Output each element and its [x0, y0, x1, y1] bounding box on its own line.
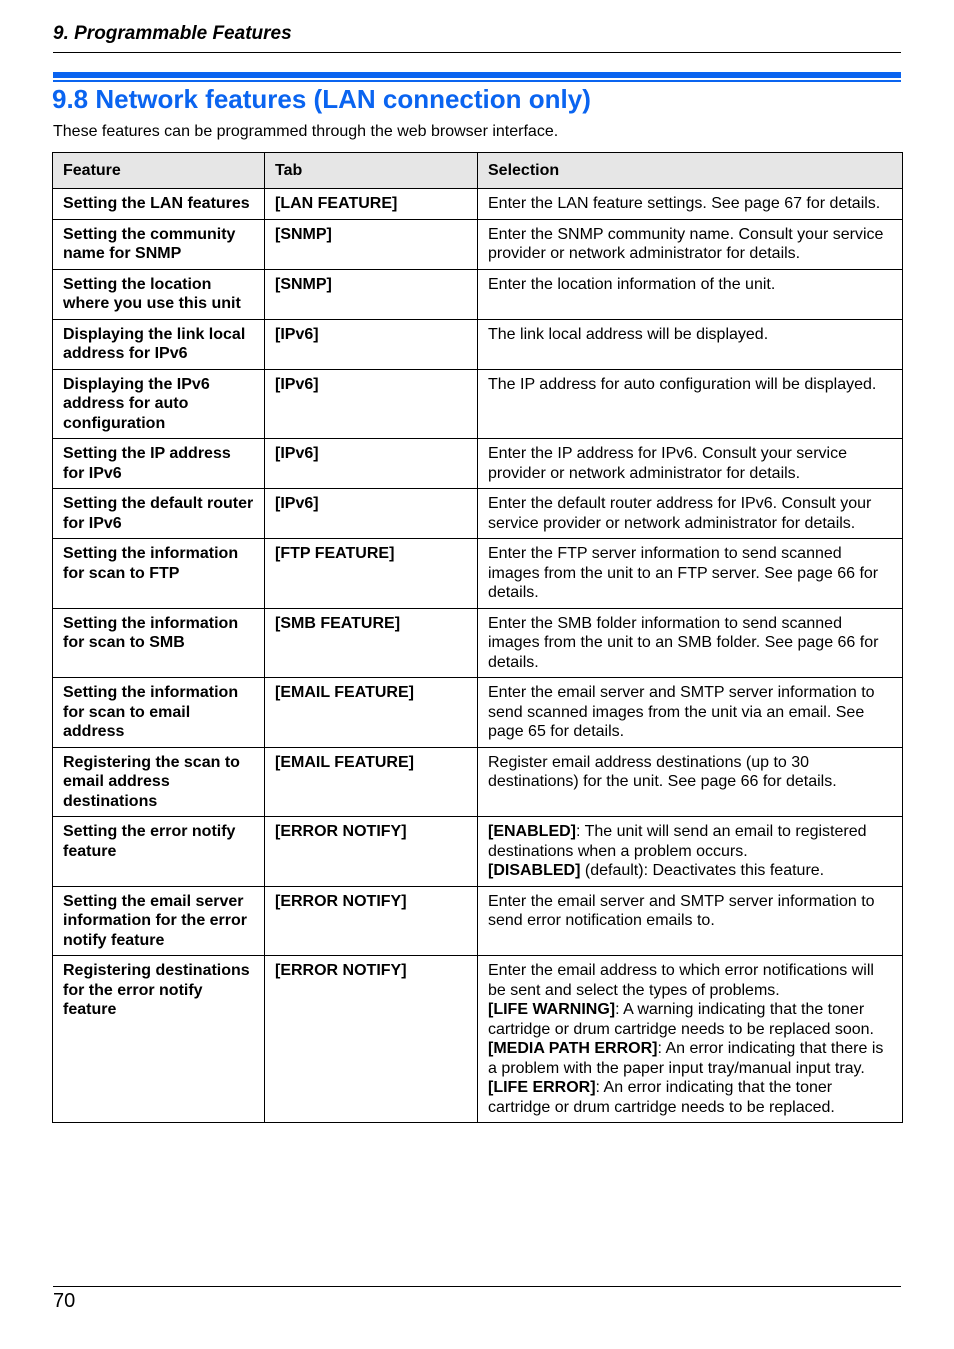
selection-cell — [478, 189, 903, 220]
feature-cell: Registering the scan to email address destinations — [53, 747, 265, 817]
selection-paragraph — [488, 1078, 893, 1117]
selection-text: Enter the email address to which error notifications will be sent and select the types of problems. — [488, 962, 874, 999]
selection-cell — [478, 269, 903, 319]
option-name: [ENABLED] — [488, 823, 576, 840]
selection-cell — [478, 219, 903, 269]
feature-cell: Setting the location where you use this unit — [53, 269, 265, 319]
tab-cell: [SMB FEATURE] — [265, 608, 478, 678]
selection-text: (default): Deactivates this feature. — [580, 862, 825, 879]
selection-paragraph — [488, 325, 893, 345]
feature-cell: Setting the LAN features — [53, 189, 265, 220]
column-header-feature: Feature — [53, 153, 265, 189]
selection-text: The link local address will be displayed. — [488, 325, 769, 343]
selection-text: Enter the location information of the unit. — [488, 275, 776, 293]
tab-cell: [ERROR NOTIFY] — [265, 956, 478, 1123]
column-header-selection: Selection — [478, 153, 903, 189]
selection-paragraph — [488, 753, 893, 792]
tab-cell: [EMAIL FEATURE] — [265, 747, 478, 817]
selection-text: Enter the SNMP community name. Consult your service provider or network administrator for details. — [488, 225, 884, 262]
table-row — [53, 269, 903, 319]
table-row — [53, 956, 903, 1123]
tab-cell: [SNMP] — [265, 219, 478, 269]
feature-cell: Setting the information for scan to email address — [53, 678, 265, 748]
table-row — [53, 319, 903, 369]
selection-paragraph — [488, 1000, 893, 1039]
intro-text: These features can be programmed through the web browser interface. — [53, 123, 559, 140]
selection-cell — [478, 747, 903, 817]
tab-cell: [FTP FEATURE] — [265, 539, 478, 609]
selection-cell — [478, 369, 903, 439]
selection-paragraph — [488, 861, 893, 881]
section-rule-thick — [53, 72, 901, 78]
table-body — [53, 189, 903, 1123]
selection-cell — [478, 439, 903, 489]
selection-cell — [478, 678, 903, 748]
selection-text: Enter the default router address for IPv6. Consult your service provider or network administrator for details. — [488, 495, 872, 532]
feature-cell: Displaying the IPv6 address for auto configuration — [53, 369, 265, 439]
selection-text: Enter the IP address for IPv6. Consult your service provider or network administrator for details. — [488, 445, 847, 482]
table-row — [53, 886, 903, 956]
selection-text: Enter the email server and SMTP server information to send scanned images from the unit via an email. See page 65 for details. — [488, 684, 875, 740]
section-title: 9.8 Network features (LAN connection only) — [52, 84, 591, 114]
tab-cell: [SNMP] — [265, 269, 478, 319]
selection-cell — [478, 886, 903, 956]
tab-cell: [LAN FEATURE] — [265, 189, 478, 220]
feature-cell: Displaying the link local address for IPv6 — [53, 319, 265, 369]
selection-paragraph — [488, 225, 893, 264]
selection-cell — [478, 489, 903, 539]
selection-paragraph — [488, 444, 893, 483]
selection-text: Enter the email server and SMTP server information to send error notification emails to. — [488, 892, 875, 929]
selection-paragraph — [488, 892, 893, 931]
selection-paragraph — [488, 822, 893, 861]
selection-paragraph — [488, 1039, 893, 1078]
features-table — [52, 152, 903, 1123]
table-row — [53, 608, 903, 678]
selection-paragraph — [488, 275, 893, 295]
selection-paragraph — [488, 683, 893, 742]
selection-cell — [478, 608, 903, 678]
selection-cell — [478, 956, 903, 1123]
table-row — [53, 369, 903, 439]
selection-paragraph — [488, 375, 893, 395]
table-row — [53, 189, 903, 220]
chapter-title: 9. Programmable Features — [53, 23, 292, 44]
selection-cell — [478, 539, 903, 609]
selection-text: : An error indicating that the toner cartridge or drum cartridge needs to be replaced. — [488, 1079, 835, 1116]
table-row — [53, 678, 903, 748]
table-row — [53, 439, 903, 489]
table-row — [53, 747, 903, 817]
selection-text: The IP address for auto configuration will be displayed. — [488, 375, 877, 393]
selection-text: Register email address destinations (up to 30 destinations) for the unit. See page 66 for details. — [488, 753, 837, 790]
selection-text: Enter the FTP server information to send scanned images from the unit to an FTP server. See page 66 for details. — [488, 545, 879, 601]
selection-paragraph — [488, 614, 893, 673]
option-name: [LIFE WARNING] — [488, 1001, 616, 1018]
feature-cell: Setting the email server information for the error notify feature — [53, 886, 265, 956]
option-name: [LIFE ERROR] — [488, 1079, 596, 1096]
tab-cell: [IPv6] — [265, 489, 478, 539]
selection-text: Enter the LAN feature settings. See page 67 for details. — [488, 195, 881, 212]
tab-cell: [ERROR NOTIFY] — [265, 817, 478, 887]
selection-text: Enter the SMB folder information to send scanned images from the unit to an SMB folder. See page 66 for details. — [488, 614, 879, 671]
selection-paragraph — [488, 544, 893, 603]
table-row — [53, 219, 903, 269]
selection-text: : The unit will send an email to registered destinations when a problem occurs. — [488, 823, 867, 860]
page-header — [53, 22, 901, 53]
tab-cell: [IPv6] — [265, 319, 478, 369]
tab-cell: [IPv6] — [265, 369, 478, 439]
tab-cell: [EMAIL FEATURE] — [265, 678, 478, 748]
feature-cell: Setting the error notify feature — [53, 817, 265, 887]
feature-cell: Setting the IP address for IPv6 — [53, 439, 265, 489]
page-footer — [53, 1286, 901, 1312]
option-name: [MEDIA PATH ERROR] — [488, 1040, 658, 1057]
feature-cell: Setting the default router for IPv6 — [53, 489, 265, 539]
table-row — [53, 817, 903, 887]
table-header-row — [53, 153, 903, 189]
table-row — [53, 539, 903, 609]
selection-text: : An error indicating that there is a problem with the paper input tray/manual input tray. — [488, 1040, 884, 1077]
page-number: 70 — [53, 1290, 76, 1312]
feature-cell: Setting the community name for SNMP — [53, 219, 265, 269]
tab-cell: [IPv6] — [265, 439, 478, 489]
selection-paragraph — [488, 494, 893, 533]
option-name: [DISABLED] — [488, 862, 581, 879]
column-header-tab: Tab — [265, 153, 478, 189]
section-rule-thin — [53, 80, 901, 82]
selection-paragraph — [488, 194, 893, 214]
feature-cell: Registering destinations for the error notify feature — [53, 956, 265, 1123]
tab-cell: [ERROR NOTIFY] — [265, 886, 478, 956]
feature-cell: Setting the information for scan to FTP — [53, 539, 265, 609]
selection-paragraph — [488, 961, 893, 1000]
selection-cell — [478, 319, 903, 369]
feature-cell: Setting the information for scan to SMB — [53, 608, 265, 678]
table-row — [53, 489, 903, 539]
selection-text: : A warning indicating that the toner cartridge or drum cartridge needs to be replaced soon. — [488, 1001, 874, 1038]
selection-cell — [478, 817, 903, 887]
